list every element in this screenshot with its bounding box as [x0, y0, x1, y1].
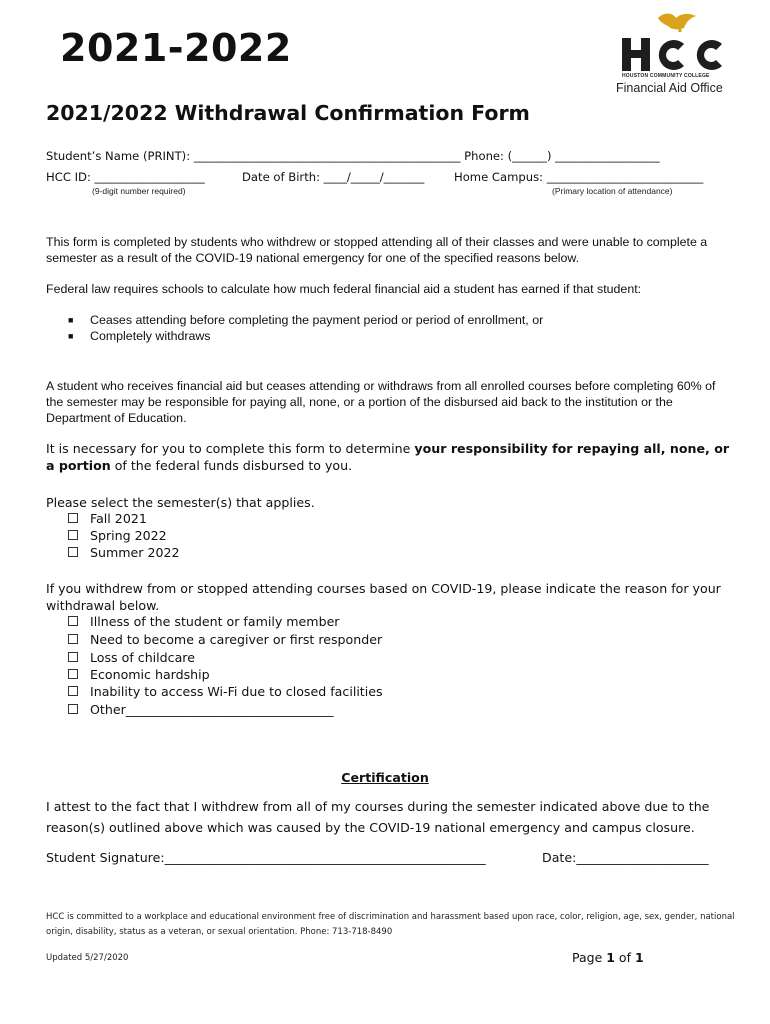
list-item: ■ Ceases attending before completing the payment period or period of enrollment, or	[68, 313, 544, 327]
reason-option-wifi[interactable]: Inability to access Wi-Fi due to closed facilities	[68, 684, 383, 699]
campus-hint: (Primary location of attendance)	[552, 186, 673, 196]
home-campus-field[interactable]: Home Campus: ___________________________	[454, 170, 704, 184]
necessary-paragraph: It is necessary for you to complete this form to determine your responsibility for repaying all, none, or a portion of the federal funds disbursed to you.	[46, 441, 730, 473]
semester-option-spring-2022[interactable]: Spring 2022	[68, 528, 167, 543]
responsibility-paragraph: A student who receives financial aid but ceases attending or withdraws from all enrolled courses before completing 60% of the semester may be responsible for paying all, none, or a portion of the disbursed aid back to the institution or the Department of Education.	[46, 379, 716, 425]
form-title: 2021/2022 Withdrawal Confirmation Form	[46, 101, 530, 125]
intro-paragraph: This form is completed by students who withdrew or stopped attending all of their classes and were unable to complete a semester as a result of the COVID-19 national emergency for one of the specified reasons below.	[46, 235, 708, 265]
checkbox-icon[interactable]	[68, 704, 78, 714]
checkbox-icon[interactable]	[68, 616, 78, 626]
list-item: ■ Completely withdraws	[68, 329, 211, 343]
reason-option-childcare[interactable]: Loss of childcare	[68, 650, 195, 665]
semester-option-summer-2022[interactable]: Summer 2022	[68, 545, 180, 560]
hcc-id-field[interactable]: HCC ID: ___________________	[46, 170, 205, 184]
id-hint: (9-digit number required)	[92, 186, 186, 196]
checkbox-icon[interactable]	[68, 652, 78, 662]
checkbox-icon[interactable]	[68, 513, 78, 523]
reason-option-other[interactable]: Other_________________________________	[68, 702, 334, 717]
certification-text: I attest to the fact that I withdrew from all of my courses during the semester indicated above due to the reason(s) outlined above which was caused by the COVID-19 national emergency and campus closure.	[46, 799, 710, 835]
certification-heading: Certification	[341, 770, 429, 785]
checkbox-icon[interactable]	[68, 634, 78, 644]
checkbox-icon[interactable]	[68, 669, 78, 679]
logo-subtext: HOUSTON COMMUNITY COLLEGE	[622, 73, 710, 79]
signature-field[interactable]: Student Signature:___________________________________________________	[46, 850, 486, 865]
name-phone-line[interactable]: Student’s Name (PRINT): ______________________________________________ Phone: (______) __________________	[46, 149, 660, 163]
reason-option-economic[interactable]: Economic hardship	[68, 667, 210, 682]
dob-field[interactable]: Date of Birth: ____/_____/_______	[242, 170, 425, 184]
office-label: Financial Aid Office	[616, 81, 723, 95]
bullet-icon: ■	[68, 315, 74, 325]
bullet-icon: ■	[68, 331, 74, 341]
checkbox-icon[interactable]	[68, 530, 78, 540]
reason-option-caregiver[interactable]: Need to become a caregiver or first responder	[68, 632, 382, 647]
semester-option-fall-2021[interactable]: Fall 2021	[68, 511, 147, 526]
federal-law-paragraph: Federal law requires schools to calculate how much federal financial aid a student has earned if that student:	[46, 282, 642, 296]
checkbox-icon[interactable]	[68, 686, 78, 696]
updated-date: Updated 5/27/2020	[46, 953, 129, 963]
date-field[interactable]: Date:_____________________	[542, 850, 709, 865]
year-heading: 2021-2022	[60, 26, 292, 70]
hcc-logo	[618, 10, 728, 82]
page-number: Page 1 of 1	[572, 950, 644, 965]
eeo-statement: HCC is committed to a workplace and educational environment free of discrimination and harassment based upon race, color, religion, age, sex, gender, national origin, disability, status as a veteran, or sexual orientation. Phone: 713-718-8490	[46, 912, 735, 937]
semester-prompt: Please select the semester(s) that applies.	[46, 495, 315, 510]
reason-option-illness[interactable]: Illness of the student or family member	[68, 614, 340, 629]
checkbox-icon[interactable]	[68, 547, 78, 557]
bold-responsibility: your responsibility for repaying all, none, or a portion	[46, 441, 730, 473]
reason-prompt: If you withdrew from or stopped attending courses based on COVID-19, please indicate the reason for your withdrawal below.	[46, 581, 721, 613]
bird-icon	[618, 10, 728, 82]
